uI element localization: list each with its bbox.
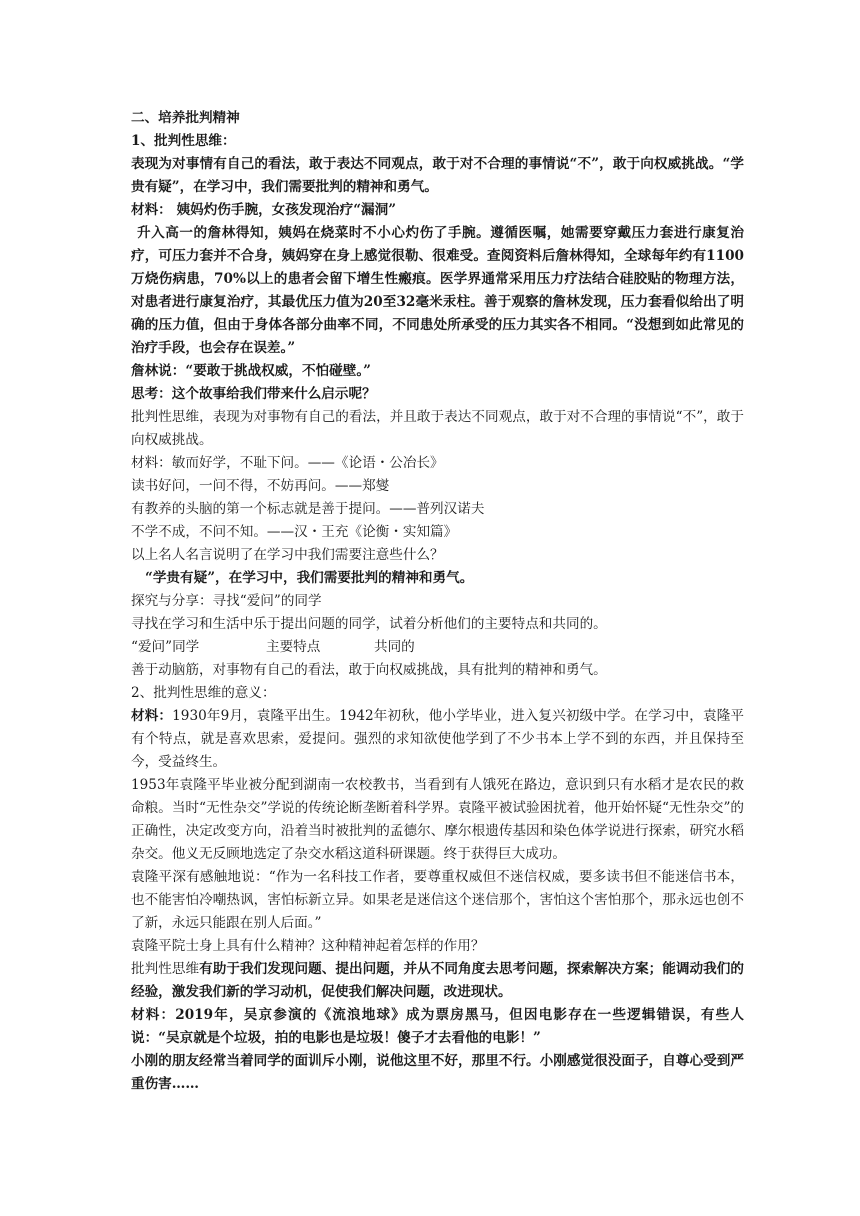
column-ask-classmate: “爱问”同学 bbox=[131, 639, 200, 655]
column-common: 共同的 bbox=[374, 639, 415, 655]
explore-title: 探究与分享：寻找“爱问”的同学 bbox=[131, 593, 322, 609]
material-2-paragraph-1 bbox=[131, 705, 744, 774]
quote-line-4: 不学不成，不问不知。——汉・王充《论衡・实知篇》 bbox=[131, 524, 458, 540]
significance-text: 有助于我们发现问题、提出问题，并从不同角度去思考问题，探索解决方案；能调动我们的经验，激发我们新的学习动机，促使我们解决问题，改进现状。 bbox=[131, 961, 745, 1000]
subheading-critical-thinking: 1、批判性思维： bbox=[131, 133, 236, 149]
material-1-title: 材料： 姨妈灼伤手腕，女孩发现治疗“漏洞” bbox=[131, 202, 397, 218]
quote-line-3: 有教养的头脑的第一个标志就是善于提问。——普列汉诺夫 bbox=[131, 501, 485, 517]
material-3-paragraph: 材料：2019年，吴京参演的《流浪地球》成为票房黑马，但因电影存在一些逻辑错误，有些人说：“吴京就是个垃圾，拍的电影也是垃圾！傻子才去看他的电影！” bbox=[131, 1007, 744, 1046]
definition-paragraph: 表现为对事情有自己的看法，敢于表达不同观点，敢于对不合理的事情说“不”，敢于向权威挑战。“学贵有疑”，在学习中，我们需要批判的精神和勇气。 bbox=[131, 156, 744, 195]
quote-line-1: 材料：敏而好学，不耻下问。——《论语・公冶长》 bbox=[131, 455, 444, 471]
material-4-paragraph: 小刚的朋友经常当着同学的面训斥小刚，说他这里不好，那里不行。小刚感觉很没面子，自尊心受到严重伤害…… bbox=[131, 1053, 744, 1092]
explore-answer: 善于动脑筋，对事物有自己的看法，敢于向权威挑战，具有批判的精神和勇气。 bbox=[131, 662, 607, 678]
significance-paragraph bbox=[131, 958, 744, 1004]
quote-question: 以上名人名言说明了在学习中我们需要注意些什么？ bbox=[131, 547, 444, 563]
explore-description: 寻找在学习和生活中乐于提出问题的同学，试着分析他们的主要特点和共同的。 bbox=[131, 616, 607, 632]
material-2-text: 1930年9月，袁隆平出生。1942年初秋，他小学毕业，进入复兴初级中学。在学习中，袁隆平有个特点，就是喜欢思索，爱提问。强烈的求知欲使他学到了不少书本上学不到的东西，并且保持至今，受益终生。 bbox=[131, 708, 745, 770]
document-page bbox=[131, 107, 744, 1096]
think-question: 思考：这个故事给我们带来什么启示呢？ bbox=[131, 386, 376, 402]
significance-lead: 批判性思维 bbox=[131, 961, 200, 977]
section-heading: 二、培养批判精神 bbox=[131, 110, 240, 126]
column-main-traits: 主要特点 bbox=[266, 639, 321, 655]
subheading-significance: 2、批判性思维的意义： bbox=[131, 685, 276, 701]
answer-paragraph: 批判性思维，表现为对事物有自己的看法，并且敢于表达不同观点，敢于对不合理的事情说“不”，敢于向权威挑战。 bbox=[131, 409, 744, 448]
explore-columns bbox=[131, 636, 744, 659]
material-2-paragraph-2: 1953年袁隆平毕业被分配到湖南一农校教书，当看到有人饿死在路边，意识到只有水稻才是农民的救命粮。当时“无性杂交”学说的传统论断垄断着科学界。袁隆平被试验困扰着，他开始怀疑“无性杂交”的正确性，决定改变方向，沿着当时被批判的孟德尔、摩尔根遗传基因和染色体学说进行探索，研究水稻杂交。他义无反顾地选定了杂交水稻这道科研课题。终于获得巨大成功。 bbox=[131, 777, 744, 862]
quote-line-2: 读书好问，一问不得，不妨再问。——郑燮 bbox=[131, 478, 390, 494]
material-2-label: 材料： bbox=[131, 708, 173, 724]
material-2-paragraph-3: 袁隆平深有感触地说：“作为一名科技工作者，要尊重权威但不迷信权威，要多读书但不能迷信书本，也不能害怕冷嘲热讽，害怕标新立异。如果老是迷信这个迷信那个，害怕这个害怕那个，那永远也创不了新，永远只能跟在别人后面。” bbox=[131, 869, 744, 931]
quote-answer: “学贵有疑”，在学习中，我们需要批判的精神和勇气。 bbox=[145, 570, 474, 586]
material-2-question: 袁隆平院士身上具有什么精神？这种精神起着怎样的作用？ bbox=[131, 938, 485, 954]
material-1-quote: 詹林说：“要敢于挑战权威，不怕碰壁。” bbox=[131, 363, 371, 379]
material-1-body: 升入高一的詹林得知，姨妈在烧菜时不小心灼伤了手腕。遵循医嘱，她需要穿戴压力套进行康复治疗，可压力套并不合身，姨妈穿在身上感觉很勒、很难受。查阅资料后詹林得知，全球每年约有1100万烧伤病患，70%以上的患者会留下增生性瘢痕。医学界通常采用压力疗法结合硅胶贴的物理方法，对患者进行康复治疗，其最优压力值为20至32毫米汞柱。善于观察的詹林发现，压力套看似给出了明确的压力值，但由于身体各部分曲率不同，不同患处所承受的压力其实各不相同。“没想到如此常见的治疗手段，也会存在误差。” bbox=[131, 225, 744, 356]
